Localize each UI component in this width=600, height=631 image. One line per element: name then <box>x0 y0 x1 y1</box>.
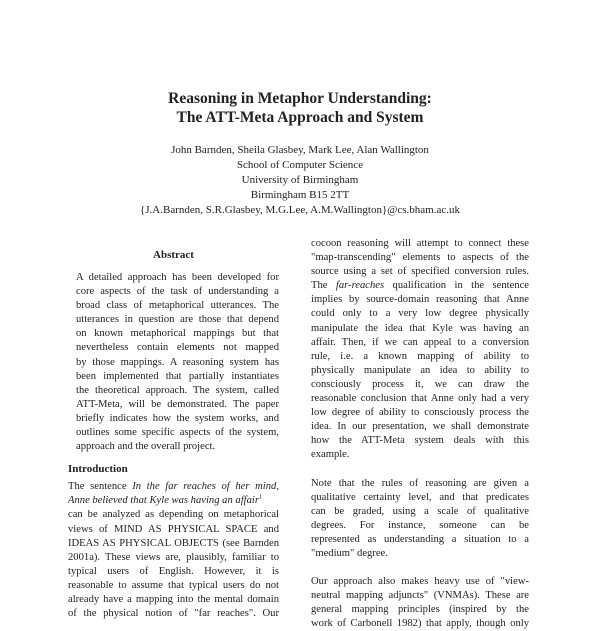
body-line: consciously process it, we can draw the <box>311 378 529 390</box>
body-line: represented as understanding a situation to a <box>311 533 529 545</box>
body-line: cocoon reasoning will attempt to connect these <box>311 238 529 249</box>
body-line: degrees. For instance, someone can be <box>311 519 529 531</box>
far-reaches-italic: far-reaches <box>335 280 385 292</box>
author-city: Birmingham B15 2TT <box>250 189 350 201</box>
footnote-mark: 1 <box>258 494 263 501</box>
body-line: how the ATT-Meta system deals with this <box>311 435 529 447</box>
title-line: The ATT-Meta Approach and System <box>176 109 424 126</box>
body-line: general mapping principles (inspired by the <box>311 604 529 616</box>
paragraph-gap <box>311 561 529 575</box>
abstract-line: broad class of metaphorical utterances. The <box>76 300 279 312</box>
intro-line: already have a mapping into the mental domain <box>68 593 279 605</box>
introduction-body <box>68 480 279 621</box>
abstract-body <box>76 271 279 454</box>
body-line: source using a set of specified conversion rules. <box>311 266 529 278</box>
author-names: John Barnden, Sheila Glasbey, Mark Lee, Alan Wallington <box>171 144 429 156</box>
body-line: example. <box>311 449 350 461</box>
body-line: rule, i.e. a known mapping of ability to <box>311 350 529 362</box>
right-paragraph-2 <box>311 477 529 562</box>
intro-example-italic: In the far reaches of her mind, <box>132 481 279 493</box>
intro-line <box>68 494 279 508</box>
body-line: idea. In our presentation, we shall demonstrate <box>311 421 529 433</box>
author-block <box>0 143 600 218</box>
intro-line: of the physical notion of "far reaches". Our <box>68 608 279 620</box>
abstract-line: nevertheless contain elements not mapped <box>76 342 279 354</box>
introduction-heading: Introduction <box>68 463 128 476</box>
intro-line <box>68 480 279 494</box>
abstract-line: core aspects of the task of understanding a <box>76 286 279 298</box>
right-paragraph-3 <box>311 575 529 631</box>
body-line <box>311 279 529 293</box>
intro-line: 2001a). These views are, plausibly, familiar to <box>68 551 279 563</box>
body-line: low degree of ability to consciously process the <box>311 407 529 419</box>
right-column <box>311 237 529 631</box>
body-line: could only to a very low degree physically <box>311 308 529 320</box>
abstract-line: been implemented that partially instantiates <box>76 370 279 382</box>
intro-line: IDEAS AS PHYSICAL OBJECTS (see Barnden <box>68 537 279 549</box>
abstract-line: A detailed approach has been developed for <box>76 272 279 283</box>
title-line: Reasoning in Metaphor Understanding: <box>168 90 432 107</box>
abstract-line: ATT-Meta, will be demonstrated. The paper <box>76 398 279 410</box>
abstract-line: approach and the overall project. <box>76 441 216 453</box>
body-line: Note that the rules of reasoning are given a <box>311 477 529 489</box>
abstract-line: utterances in question are those that depend <box>76 314 279 326</box>
abstract-line: briefly indicates how the system works, and <box>76 412 279 424</box>
body-line: physically manipulate an idea to ability to <box>311 364 529 376</box>
author-school: School of Computer Science <box>236 159 364 171</box>
paper-title <box>0 89 600 127</box>
abstract-line: outlines some specific aspects of the system, <box>76 427 279 439</box>
intro-line: reasonable to assume that typical users do not <box>68 579 279 591</box>
intro-example-italic: Anne believed that Kyle was having an affair <box>68 495 259 507</box>
intro-lead-text: The sentence <box>68 481 133 493</box>
body-line: manipulate the idea that Kyle was having an <box>311 322 529 334</box>
body-text: The <box>311 280 336 292</box>
body-line: can be graded, using a scale of qualitative <box>311 505 529 517</box>
abstract-line: on known metaphorical mappings but that <box>76 328 279 340</box>
body-line: "medium" degree. <box>311 547 388 559</box>
body-line: implies by source-domain reasoning that Anne <box>311 294 529 306</box>
abstract-line: the theoretical approach. The system, called <box>76 384 279 396</box>
body-line: "map-transcending" elements to aspects of the <box>311 252 529 264</box>
body-text: qualification in the sentence <box>384 280 529 292</box>
author-university: University of Birmingham <box>241 174 359 186</box>
body-line: neutral mapping adjuncts" (VNMAs). These are <box>311 590 529 602</box>
left-column <box>68 248 279 621</box>
body-line: reasonable conclusion that Anne only had a very <box>311 393 529 405</box>
right-paragraph-1 <box>311 237 529 463</box>
intro-line: views of MIND AS PHYSICAL SPACE and <box>68 523 279 535</box>
intro-line: typical users of English. However, it is <box>68 565 279 577</box>
body-line: work of Carbonell 1982) that apply, though only <box>311 618 529 630</box>
author-emails: {J.A.Barnden, S.R.Glasbey, M.G.Lee, A.M.Wallington}@cs.bham.ac.uk <box>139 204 460 216</box>
body-line: Our approach also makes heavy use of "view- <box>311 576 529 588</box>
abstract-line: by those mappings. A reasoning system has <box>76 356 279 368</box>
paragraph-gap <box>311 463 529 477</box>
abstract-heading: Abstract <box>153 249 194 261</box>
body-line: affair. Then, if we can appeal to a conversion <box>311 336 529 348</box>
intro-line: can be analyzed as depending on metaphorical <box>68 509 279 521</box>
body-line: qualitative certainty level, and that predicates <box>311 491 529 503</box>
